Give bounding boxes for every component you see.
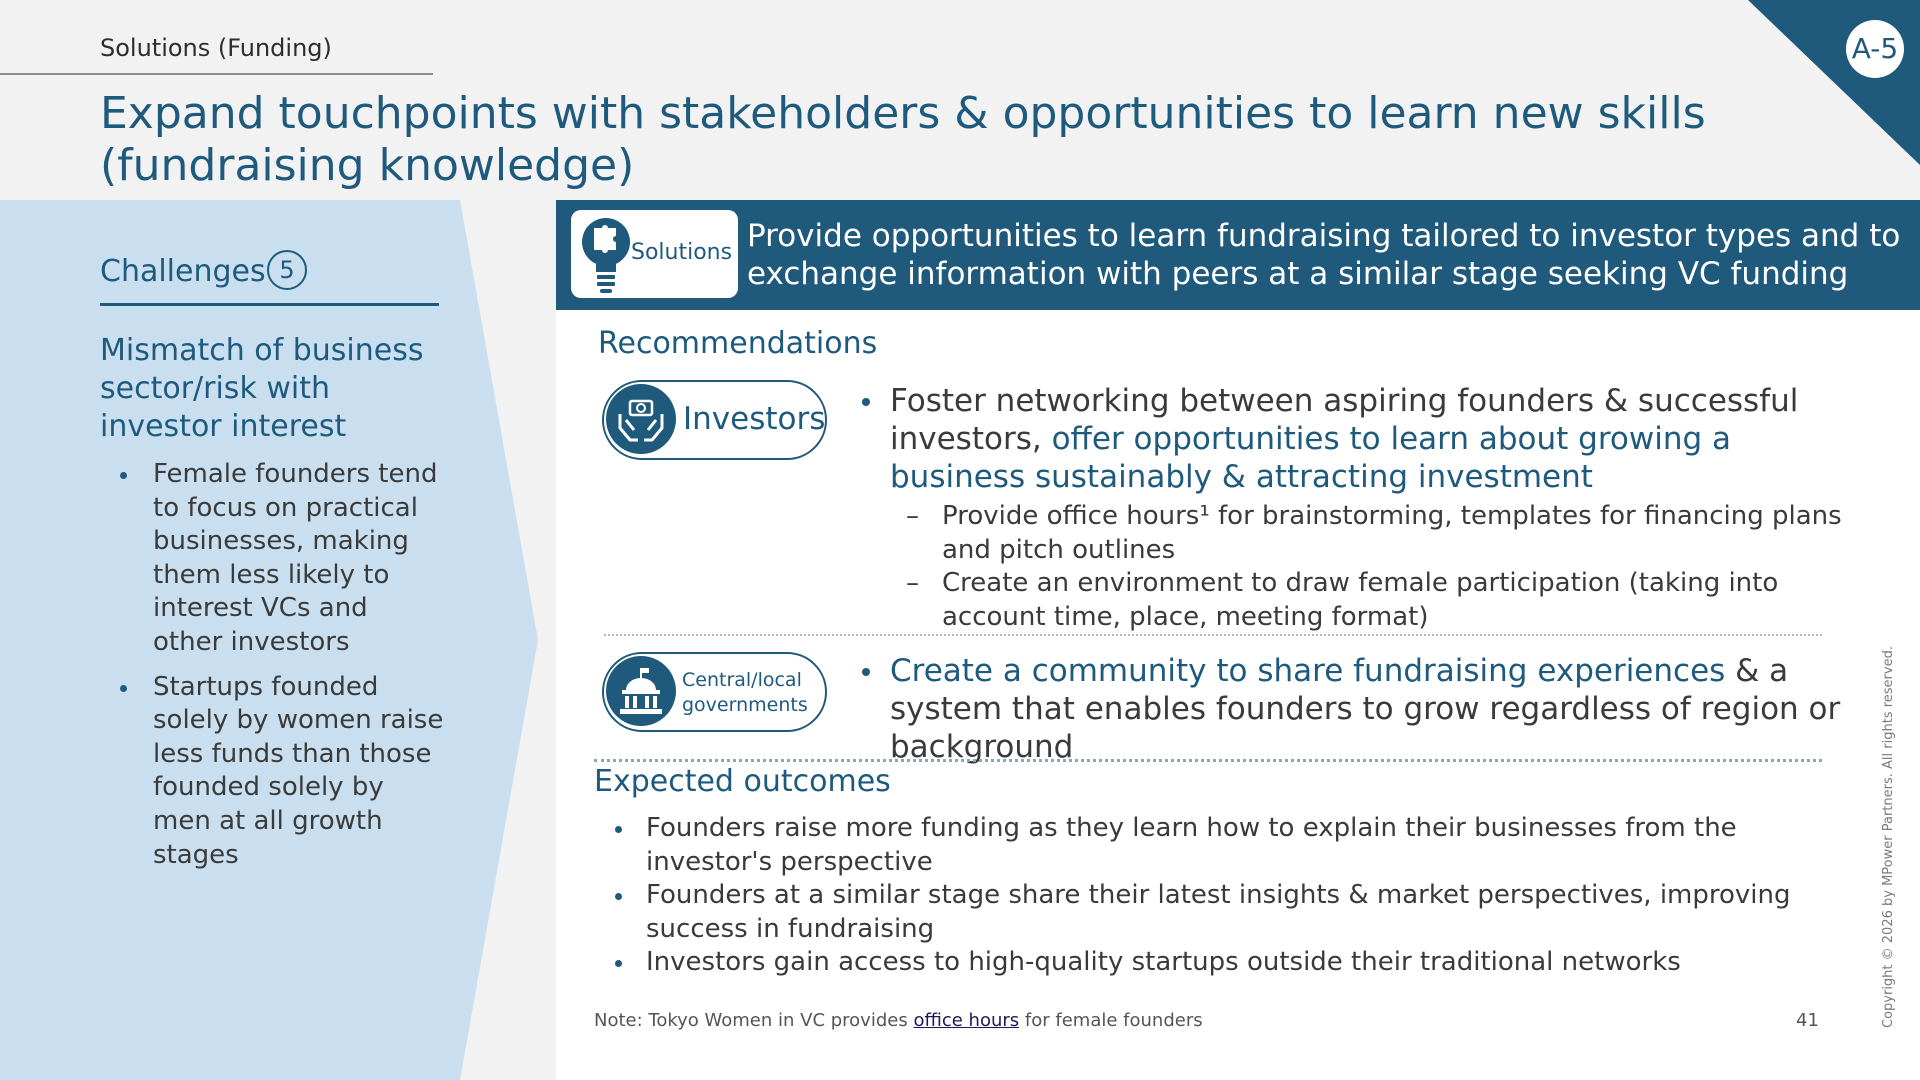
investors-main-highlight: offer opportunities to learn about growing a business sustainably & attracting investment [890,421,1732,495]
page-title: Expand touchpoints with stakeholders & opportunities to learn new skills (fundraising knowledge) [100,88,1706,191]
investors-sub-text: Create an environment to draw female participation (taking into account time, place, meeting format) [942,568,1779,632]
bullet-dot [615,826,622,833]
investors-sub-item [862,500,1862,567]
bullet-dot [120,685,127,692]
outcomes-heading: Expected outcomes [594,764,891,799]
investors-sub-list [862,500,1862,634]
governments-label: Central/local governments [682,669,808,716]
bullet-dot [120,472,127,479]
bullet-dot [615,960,622,967]
challenge-number-badge: 5 [267,250,307,290]
governments-icon-circle [606,656,676,726]
challenge-subtitle: Mismatch of business sector/risk with investor interest [100,333,424,444]
outcome-item [612,946,1842,980]
solutions-text: Provide opportunities to learn fundraising tailored to investor types and to exchange information with peers at a similar stage seeking VC funding [747,218,1901,292]
government-building-icon [606,656,676,726]
dash-marker: – [906,501,919,531]
investors-sub-item [862,567,1862,634]
bullet-dot [615,893,622,900]
governments-main-bullet [862,652,1872,766]
footnote-suffix: for female founders [1024,1010,1203,1031]
outcome-text: Founders raise more funding as they learn how to explain their businesses from the investor's perspective [646,813,1737,877]
governments-main-highlight: Create a community to share fundraising experiences [890,653,1726,689]
investors-icon-circle [606,384,676,454]
outcome-text: Founders at a similar stage share their latest insights & market perspectives, improving success in fundraising [646,880,1791,944]
challenges-title: Challenges [100,254,266,289]
footnote-prefix: Note: Tokyo Women in VC provides [594,1010,908,1031]
investors-sub-text: Provide office hours¹ for brainstorming, templates for financing plans and pitch outlines [942,501,1842,565]
challenge-bullet-text: Startups founded solely by women raise less funds than those founded solely by men at all growth stages [153,671,444,870]
outcome-text: Investors gain access to high-quality startups outside their traditional networks [646,947,1681,978]
investors-main-text: Foster networking between aspiring founders & successful investors, [890,383,1799,457]
outcomes-list [612,812,1842,980]
bullet-dot [862,668,870,676]
recommendations-heading: Recommendations [598,326,878,361]
challenge-bullet-text: Female founders tend to focus on practical businesses, making them less likely to interest VCs and other investors [153,459,438,657]
investors-recommendation [862,382,1862,634]
office-hours-link[interactable]: office hours [913,1010,1020,1031]
recommendation-divider [604,634,1822,636]
copyright-notice: Copyright © 2026 by MPower Partners. All rights reserved. [1881,646,1896,1028]
challenge-bullet [100,458,445,660]
investors-main-bullet [862,382,1862,496]
footnote [594,1010,1203,1031]
corner-triangle [1748,0,1920,165]
bullet-dot [862,398,870,406]
page-badge: A-5 [1846,20,1904,78]
hands-money-icon [606,384,676,454]
governments-main-text: & a system that enables founders to grow regardless of region or background [890,653,1841,765]
challenges-rule [100,303,439,306]
dash-marker: – [906,568,919,598]
section-rule [0,73,433,75]
challenge-bullets [100,458,445,883]
section-label: Solutions (Funding) [100,34,332,62]
outcomes-divider [594,759,1822,762]
challenge-bullet [100,671,445,873]
outcome-item [612,879,1842,946]
governments-recommendation [862,652,1872,766]
outcome-item [612,812,1842,879]
page-number: 41 [1796,1010,1819,1031]
solutions-tag-label: Solutions [631,240,733,265]
investors-label: Investors [683,401,826,437]
lightbulb-puzzle-icon [574,212,634,296]
